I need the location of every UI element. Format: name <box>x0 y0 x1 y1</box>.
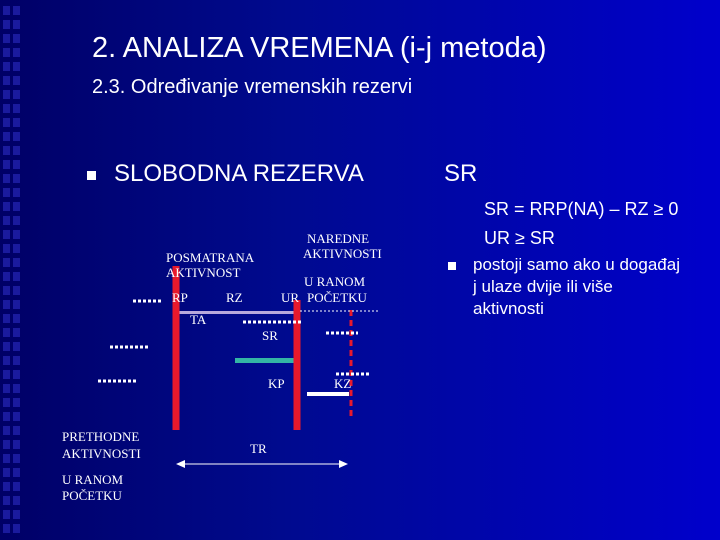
label-ta: TA <box>190 312 207 327</box>
label-rp: RP <box>172 290 188 305</box>
slide-title: 2. ANALIZA VREMENA (i-j metoda) <box>92 32 547 64</box>
label-tr: TR <box>250 441 267 456</box>
label-kz: KZ <box>334 376 352 391</box>
label-u-ranom-bottom: U RANOM <box>62 472 124 487</box>
label-sr: SR <box>262 328 278 343</box>
arrow-left-icon <box>176 460 185 468</box>
label-pocetku-top: POČETKU <box>307 290 367 305</box>
note-condition: postoji samo ako u događaj j ulaze dvije ili više aktivnosti <box>473 255 680 318</box>
arrow-right-icon <box>339 460 348 468</box>
label-aktivnost: AKTIVNOST <box>166 265 241 280</box>
label-ur: UR <box>281 290 300 305</box>
formula-sr: SR = RRP(NA) – RZ ≥ 0 <box>484 199 679 219</box>
label-aktivnosti-naredne: AKTIVNOSTI <box>303 246 382 261</box>
formula-ur: UR ≥ SR <box>484 228 555 248</box>
sr-bar <box>235 358 297 363</box>
label-naredne: NAREDNE <box>307 231 370 246</box>
heading-sr: SR <box>444 160 478 187</box>
label-kp: KP <box>268 376 285 391</box>
label-rz: RZ <box>226 290 243 305</box>
label-pocetku-bottom: POČETKU <box>62 488 122 503</box>
label-prethodne: PRETHODNE <box>62 429 140 444</box>
label-posmatrana: POSMATRANA <box>166 250 255 265</box>
label-aktivnosti-prethodne: AKTIVNOSTI <box>62 446 141 461</box>
kz-bar <box>307 392 349 396</box>
heading-slobodna-rezerva: SLOBODNA REZERVA <box>114 160 364 187</box>
label-u-ranom-top: U RANOM <box>304 274 366 289</box>
slide-subtitle: 2.3. Određivanje vremenskih rezervi <box>92 76 413 98</box>
